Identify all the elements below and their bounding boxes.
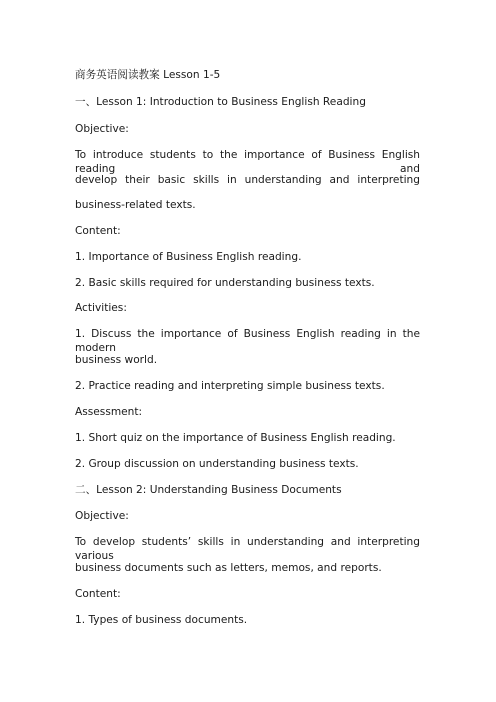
lesson2-objective-line-2: business documents such as letters, memos, and reports. (75, 562, 382, 574)
lesson1-content-item-2: 2. Basic skills required for understanding business texts. (75, 277, 375, 289)
lesson2-objective-line-1: To develop students’ skills in understanding and interpreting various (75, 536, 420, 562)
lesson2-content-item-1: 1. Types of business documents. (75, 614, 248, 626)
lesson1-activity-line-3: 2. Practice reading and interpreting simple business texts. (75, 380, 385, 392)
lesson2-content-label: Content: (75, 588, 121, 600)
lesson1-activity-line-2: business world. (75, 354, 158, 366)
lesson1-heading: 一、Lesson 1: Introduction to Business English Reading (75, 96, 366, 108)
lesson1-assessment-item-1: 1. Short quiz on the importance of Business English reading. (75, 432, 396, 444)
lesson1-assessment-label: Assessment: (75, 406, 143, 418)
lesson1-objective-line-1: To introduce students to the importance of Business English reading and (75, 149, 420, 175)
lesson1-objective-label: Objective: (75, 123, 129, 135)
lesson1-content-item-1: 1. Importance of Business English reading. (75, 251, 302, 263)
lesson1-activities-label: Activities: (75, 302, 127, 314)
lesson1-activity-line-1: 1. Discuss the importance of Business English reading in the modern (75, 328, 420, 354)
lesson1-content-label: Content: (75, 225, 121, 237)
lesson1-assessment-item-2: 2. Group discussion on understanding business texts. (75, 458, 359, 470)
lesson2-objective-label: Objective: (75, 510, 129, 522)
lesson1-objective-line-3: business-related texts. (75, 199, 196, 211)
lesson2-heading: 二、Lesson 2: Understanding Business Documents (75, 484, 342, 496)
document-title: 商务英语阅读教案 Lesson 1-5 (75, 69, 221, 81)
lesson1-objective-line-2: develop their basic skills in understanding and interpreting (75, 174, 420, 186)
